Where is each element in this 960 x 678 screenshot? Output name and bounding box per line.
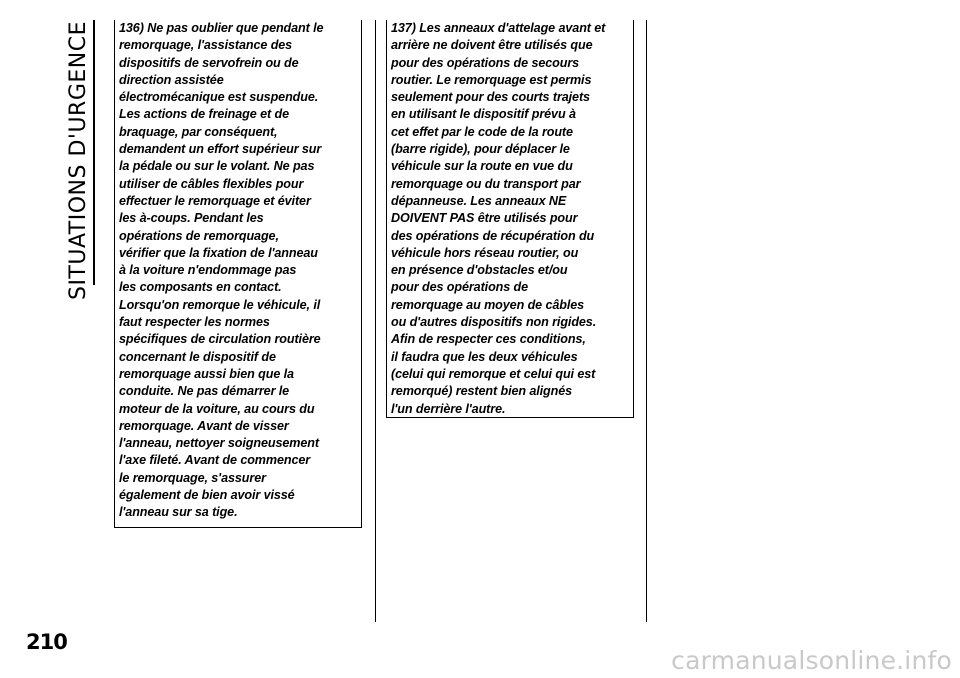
note-line: (barre rigide), pour déplacer le <box>391 142 570 157</box>
note-line: direction assistée <box>119 72 224 87</box>
note-line: l'un derrière l'autre. <box>391 401 506 416</box>
note-line: le remorquage, s'assurer <box>119 470 266 485</box>
note-line: conduite. Ne pas démarrer le <box>119 384 290 399</box>
note-line: faut respecter les normes <box>119 315 270 330</box>
note-line: concernant le dispositif de <box>119 349 276 364</box>
note-line: pour des opérations de secours <box>391 55 580 70</box>
note-line: spécifiques de circulation routière <box>119 332 321 347</box>
note-line: 137) Les anneaux d'attelage avant et <box>391 21 606 35</box>
note-line: remorquage ou du transport par <box>391 176 581 191</box>
note-line: 136) Ne pas oublier que pendant le <box>119 21 324 35</box>
section-title <box>66 20 92 300</box>
note-line: effectuer le remorquage et éviter <box>119 193 311 208</box>
note-line: remorquage, l'assistance des <box>119 38 293 53</box>
note-line: opérations de remorquage, <box>119 228 279 243</box>
note-line: vérifier que la fixation de l'anneau <box>119 245 318 260</box>
warning-note-137-text <box>386 20 633 418</box>
page-number: 210 <box>26 630 67 654</box>
note-line: en utilisant le dispositif prévu à <box>391 107 576 122</box>
note-line: il faudra que les deux véhicules <box>391 349 578 364</box>
note-line: véhicule hors réseau routier, ou <box>391 245 579 260</box>
warning-note-136 <box>114 20 362 528</box>
note-line: des opérations de récupération du <box>391 228 595 243</box>
note-line: braquage, par conséquent, <box>119 124 278 139</box>
note-line: (celui qui remorque et celui qui est <box>391 366 596 381</box>
note-line: Lorsqu'on remorque le véhicule, il <box>119 297 321 312</box>
note-line: véhicule sur la route en vue du <box>391 159 573 174</box>
warning-note-137 <box>386 20 634 418</box>
note-line: les composants en contact. <box>119 280 282 295</box>
note-line: Afin de respecter ces conditions, <box>391 332 586 347</box>
note-line: routier. Le remorquage est permis <box>391 72 592 87</box>
column-divider-left <box>375 20 376 622</box>
note-line: arrière ne doivent être utilisés que <box>391 38 593 53</box>
note-line: électromécanique est suspendue. <box>119 90 319 105</box>
note-line: à la voiture n'endommage pas <box>119 263 297 278</box>
note-line: cet effet par le code de la route <box>391 124 573 139</box>
note-line: dépanneuse. Les anneaux NE <box>391 193 567 208</box>
note-line: remorquage. Avant de visser <box>119 418 289 433</box>
note-line: Les actions de freinage et de <box>119 107 289 122</box>
note-line: l'anneau, nettoyer soigneusement <box>119 436 319 451</box>
note-line: en présence d'obstacles et/ou <box>391 263 568 278</box>
note-line: pour des opérations de <box>391 280 529 295</box>
note-line: les à-coups. Pendant les <box>119 211 264 226</box>
note-line: seulement pour des courts trajets <box>391 90 590 105</box>
note-line: l'axe fileté. Avant de commencer <box>119 453 311 468</box>
note-line: DOIVENT PAS être utilisés pour <box>391 211 578 226</box>
note-line: remorquage au moyen de câbles <box>391 297 585 312</box>
note-line: également de bien avoir vissé <box>119 488 295 503</box>
note-line: demandent un effort supérieur sur <box>119 142 322 157</box>
note-line: moteur de la voiture, au cours du <box>119 401 315 416</box>
column-divider-right <box>646 20 647 622</box>
note-line: l'anneau sur sa tige. <box>119 505 238 520</box>
note-line: remorquage aussi bien que la <box>119 366 294 381</box>
note-line: utiliser de câbles flexibles pour <box>119 176 304 191</box>
section-rule <box>93 20 95 285</box>
section-title-text: SITUATIONS D'URGENCE <box>66 20 92 300</box>
watermark: carmanualsonline.info <box>671 646 952 675</box>
note-line: dispositifs de servofrein ou de <box>119 55 299 70</box>
note-line: la pédale ou sur le volant. Ne pas <box>119 159 315 174</box>
warning-note-136-text <box>114 20 361 522</box>
note-line: remorqué) restent bien alignés <box>391 384 573 399</box>
note-line: ou d'autres dispositifs non rigides. <box>391 315 597 330</box>
